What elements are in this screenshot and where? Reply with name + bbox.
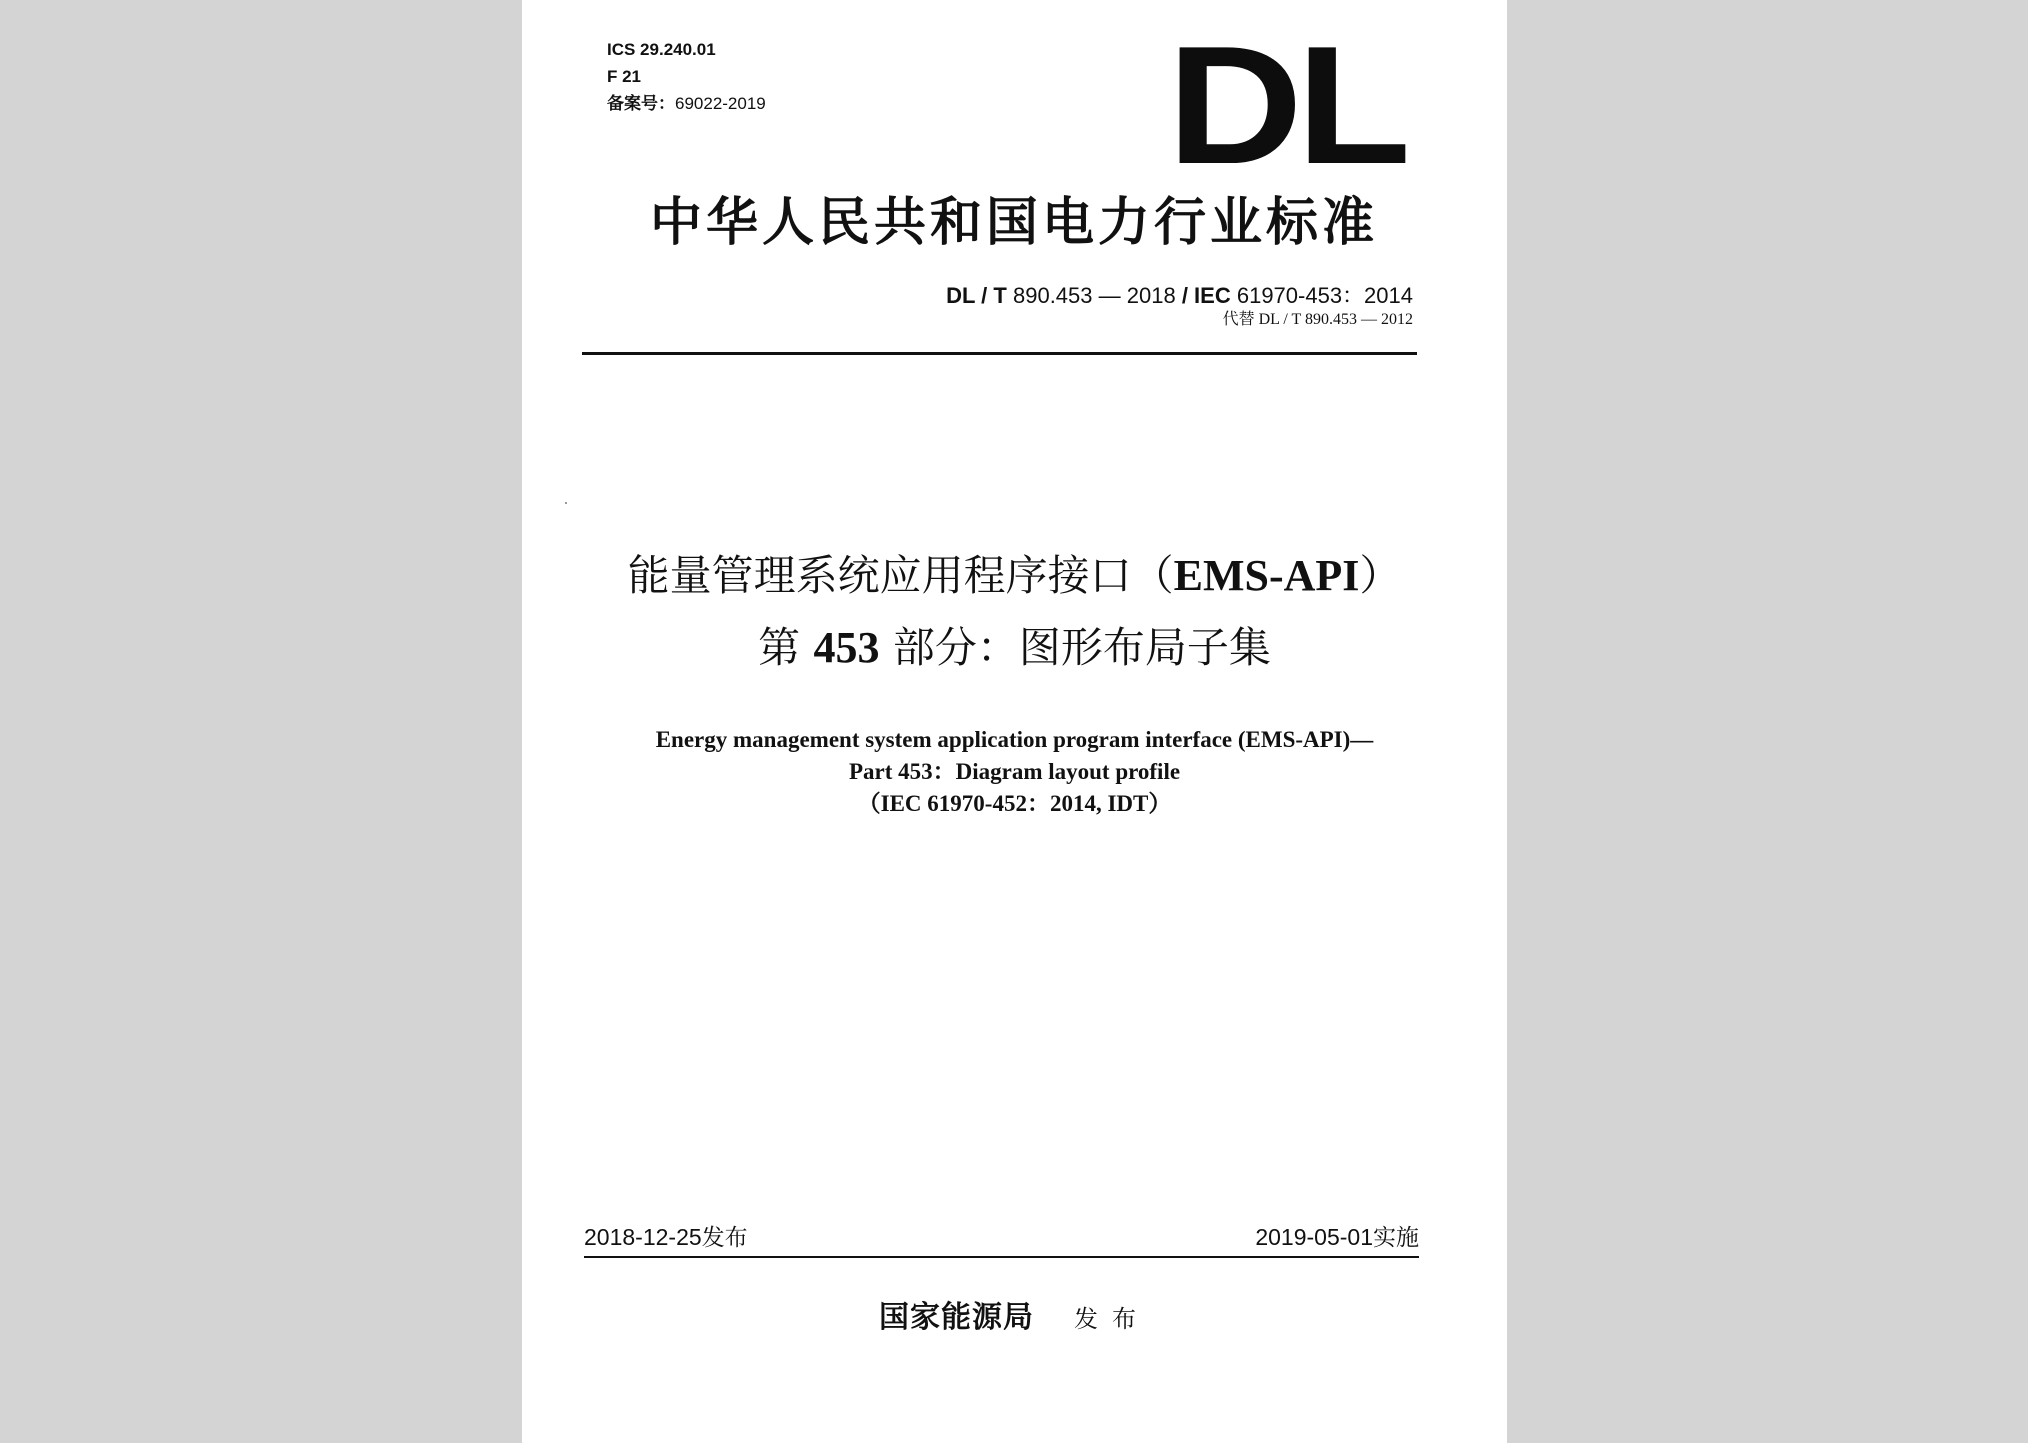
dl-prefix: DL / T — [946, 283, 1007, 308]
record-number-label: 备案号： — [607, 94, 675, 113]
dl-number: 890.453 — 2018 — [1012, 283, 1176, 308]
dl-logo: DL — [1167, 11, 1405, 199]
english-title-line-1: Energy management system application program interface (EMS-API)— — [655, 727, 1374, 752]
english-title — [522, 724, 1507, 820]
part-prefix: 第 — [758, 623, 814, 672]
chinese-title-text: 能量管理系统应用程序接口（ — [627, 551, 1174, 600]
publisher-organization: 国家能源局 — [879, 1300, 1034, 1335]
iec-prefix: / IEC — [1181, 283, 1231, 308]
standard-number — [946, 282, 1413, 310]
chinese-title-bracket: ） — [1359, 551, 1402, 600]
classification-block — [607, 36, 766, 117]
date-row — [584, 1222, 1419, 1252]
standard-category-title: 中华人民共和国电力行业标准 — [649, 192, 1378, 253]
english-title-line-3: （IEC 61970-452：2014, IDT） — [857, 791, 1172, 816]
english-title-line-2: Part 453：Diagram layout profile — [848, 759, 1181, 784]
part-number: 453 — [813, 623, 880, 672]
iec-number: 61970-453：2014 — [1236, 283, 1413, 308]
chinese-title-line-1 — [522, 540, 1507, 612]
top-divider — [582, 352, 1417, 355]
part-name: 部分：图形布局子集 — [879, 623, 1271, 672]
ccs-code: F 21 — [607, 67, 642, 86]
ics-code: ICS 29.240.01 — [607, 40, 716, 59]
document-page — [522, 0, 1507, 1443]
bottom-divider — [584, 1256, 1419, 1258]
chinese-title — [522, 540, 1507, 684]
publish-date: 2018-12-25发布 — [584, 1224, 748, 1250]
record-number — [607, 90, 766, 117]
replaces-standard: 代替 DL / T 890.453 — 2012 — [1222, 311, 1413, 328]
publisher-action: 发布 — [1074, 1305, 1150, 1333]
scan-mark — [565, 502, 567, 504]
chinese-title-line-2 — [522, 612, 1507, 684]
chinese-title-code: EMS-API — [1173, 551, 1360, 600]
implement-date: 2019-05-01实施 — [1255, 1224, 1419, 1250]
record-number-value: 69022-2019 — [675, 94, 766, 113]
publisher — [522, 1296, 1507, 1341]
